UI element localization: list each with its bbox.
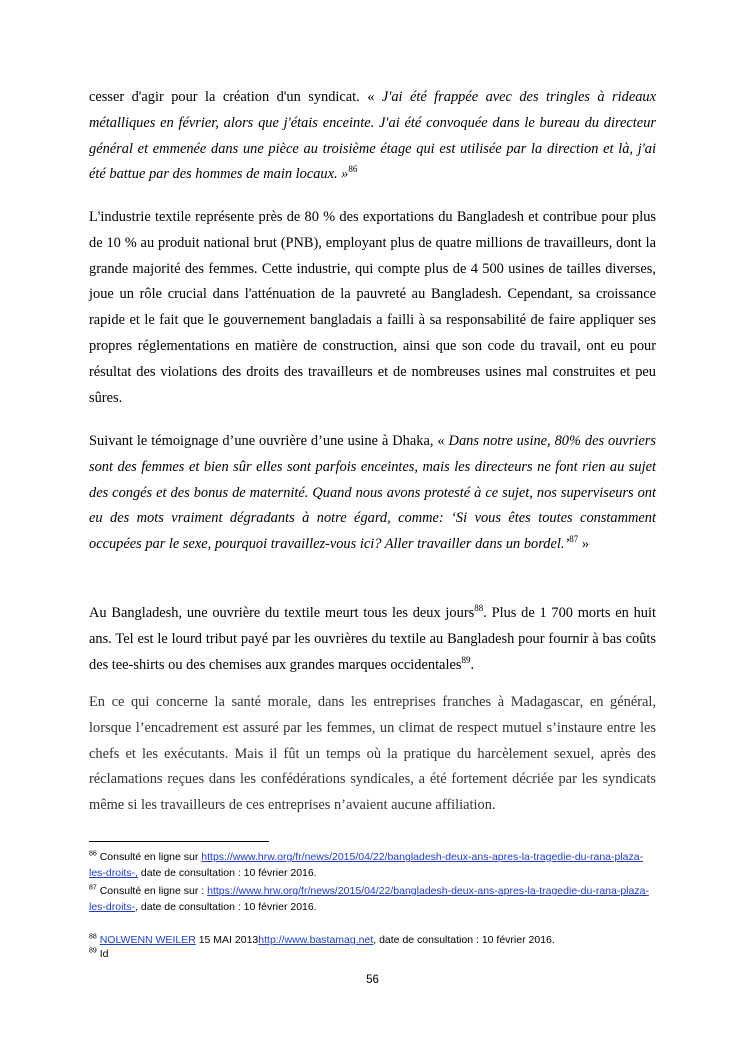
p4-part3: . <box>470 656 475 673</box>
p4-part2: . Plus de 1 700 morts en huit ans. Tel est le lourd tribut payé par les ouvrières du textile au Bangladesh pour fournir à bas coûts des tee-shirts ou des chemises aux grandes marques occidentales <box>89 605 656 673</box>
paragraph-1 <box>89 85 656 188</box>
footnote-87-suffix: , date de consultation : 10 février 2016. <box>135 901 317 913</box>
footnote-number-89: 89 <box>89 947 97 955</box>
footnote-ref-86[interactable]: 86 <box>348 164 358 175</box>
p1-quote: J'ai été frappée avec des tringles à rideaux métalliques en février, alors que j'étais enceinte. J'ai été convoquée dans le bureau du directeur général et emmenée dans une pièce au troisième étage qui est utilisée par la direction et là, j'ai été battue par des hommes de main locaux. » <box>89 89 656 183</box>
p4-part1: Au Bangladesh, une ouvrière du textile meurt tous les deux jours <box>89 605 475 621</box>
footnote-89-text: Id <box>96 948 109 960</box>
footnote-86-prefix: Consulté en ligne sur <box>96 851 202 863</box>
footnote-88-suffix: , date de consultation : 10 février 2016. <box>373 934 555 946</box>
paragraph-3 <box>89 429 656 558</box>
footnote-ref-89[interactable]: 89 <box>461 654 471 665</box>
p1-lead: cesser d'agir pour la création d'un syndicat. « <box>89 89 382 105</box>
footnote-88-date: 15 MAI 2013 <box>195 934 259 946</box>
p3-quote: Dans notre usine, 80% des ouvriers sont des femmes et bien sûr elles sont parfois enceintes, mais les directeurs ne font rien au sujet des congés et des bonus de maternité. Quand nous avons protesté à ce sujet, nos superviseurs ont eu des mots vraiment dégradants à notre égard, comme: ‘Si vous êtes toutes constamment occupées par le sexe, pourquoi travaillez-vous ici? Aller travailler dans un bordel. <box>89 433 656 553</box>
footnote-number-86: 86 <box>89 850 97 858</box>
footnote-ref-87[interactable]: 87 <box>569 534 579 545</box>
footnote-ref-88[interactable]: 88 <box>474 603 484 614</box>
footnote-86 <box>89 849 656 881</box>
paragraph-4 <box>89 601 656 678</box>
paragraph-5: En ce qui concerne la santé morale, dans les entreprises franches à Madagascar, en général, lorsque l’encadrement est assuré par les femmes, un climat de respect mutuel s’instaure entre les chefs et les exécutants. Mais il fût un temps où la pratique du harcèlement sexuel, après des réclamations reçues dans les confédérations syndicales, a été fortement décriée par les syndicats même si les travailleurs de ces entreprises n’avaient aucune affiliation. <box>89 694 656 814</box>
page-number: 56 <box>366 974 379 986</box>
footnote-88-link[interactable]: http://www.bastamag.net <box>258 934 374 946</box>
footnote-87-prefix: Consulté en ligne sur : <box>96 885 208 897</box>
footnote-separator <box>89 841 269 842</box>
footnote-89 <box>89 946 656 962</box>
footnote-86-suffix: date de consultation : 10 février 2016. <box>138 867 317 879</box>
p3-quote-end: ’ <box>564 536 570 553</box>
footnote-86-link[interactable]: https://www.hrw.org/fr/news/2015/04/22/bangladesh-deux-ans-apres-la-tragedie-du-rana-plaza-les-droits-, <box>89 851 644 879</box>
paragraph-2: L'industrie textile représente près de 80 % des exportations du Bangladesh et contribue pour plus de 10 % au produit national brut (PNB), employant plus de quatre millions de travailleurs, dont la grande majorité des femmes. Cette industrie, qui compte plus de 4 500 usines de tailles diverses, joue un rôle crucial dans l'atténuation de la pauvreté au Bangladesh. Cependant, sa croissance rapide et le fait que le gouvernement bangladais a failli à sa responsabilité de faire appliquer ses propres réglementations en matière de construction, ainsi que son code du travail, ont eu pour résultat des violations des droits des travailleurs et de nombreuses usines mal construites et peu sûres. <box>89 209 656 406</box>
footnote-87 <box>89 883 656 915</box>
footnote-87-link[interactable]: https://www.hrw.org/fr/news/2015/04/22/bangladesh-deux-ans-apres-la-tragedie-du-rana-plaza-les-droits- <box>89 885 649 913</box>
footnote-88-author-link[interactable]: NOLWENN WEILER <box>99 934 196 946</box>
p3-lead: Suivant le témoignage d’une ouvrière d’une usine à Dhaka, « <box>89 433 449 449</box>
p3-tail: » <box>578 536 590 553</box>
footnote-number-87: 87 <box>89 884 97 892</box>
footnote-number-88: 88 <box>89 933 97 941</box>
